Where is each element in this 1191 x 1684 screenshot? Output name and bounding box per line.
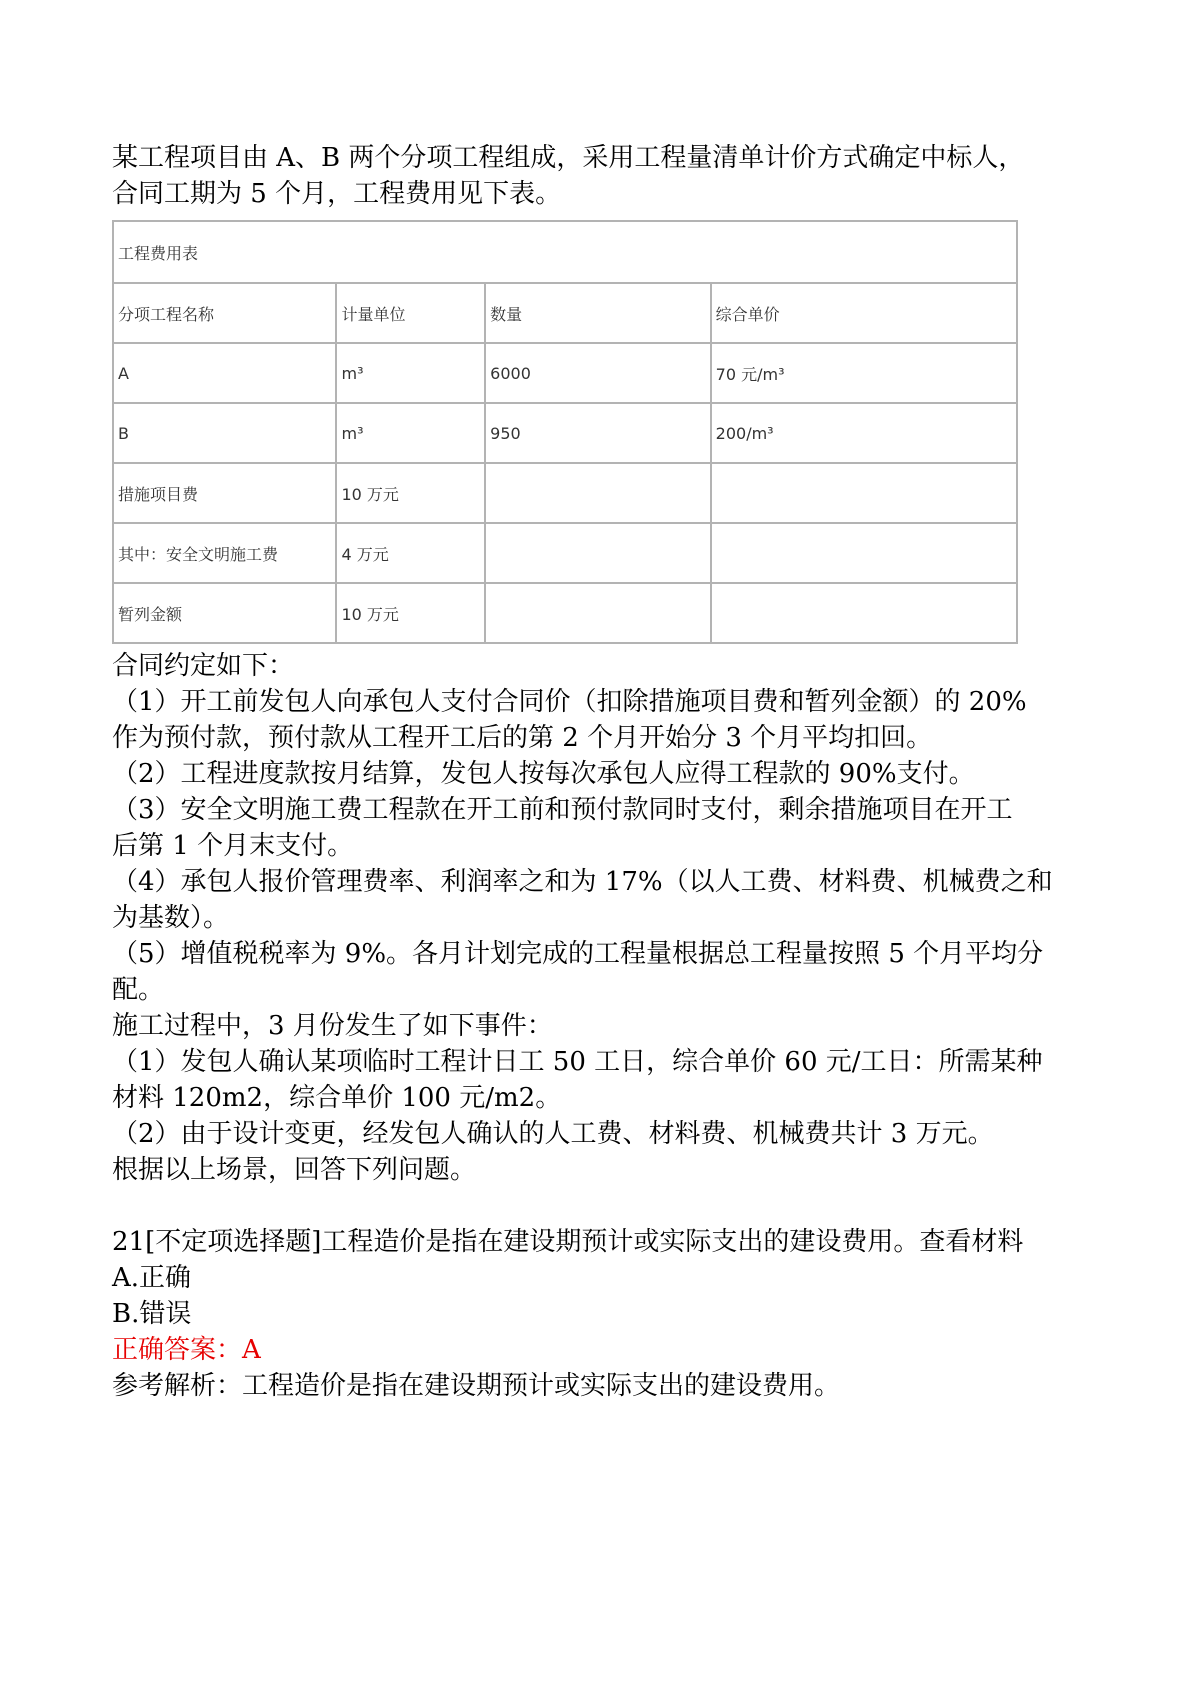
- question-text: 21[不定项选择题]工程造价是指在建设期预计或实际支出的建设费用。查看材料: [112, 1227, 1024, 1257]
- table-header-cell: 计量单位: [336, 283, 485, 343]
- table-cell: 暂列金额: [113, 583, 336, 643]
- option-a: A.正确: [112, 1263, 192, 1293]
- table-cell: 950: [485, 403, 711, 463]
- body-line: 配。: [112, 975, 165, 1005]
- body-line: 后第 1 个月末支付。: [112, 831, 354, 861]
- table-header-cell: 数量: [485, 283, 711, 343]
- body-line: （2）由于设计变更，经发包人确认的人工费、材料费、机械费共计 3 万元。: [112, 1119, 994, 1149]
- table-cell: 70 元/m³: [711, 343, 1017, 403]
- table-title: 工程费用表: [113, 221, 1017, 283]
- table-cell: B: [113, 403, 336, 463]
- table-cell: 200/m³: [711, 403, 1017, 463]
- table-row: [113, 523, 1017, 583]
- table-row: [113, 583, 1017, 643]
- body-line: （1）开工前发包人向承包人支付合同价（扣除措施项目费和暂列金额）的 20%: [112, 687, 1027, 717]
- table-cell: m³: [336, 403, 485, 463]
- spacer: [112, 1188, 1102, 1224]
- table-cell: [711, 463, 1017, 523]
- table-cell: 10 万元: [336, 583, 485, 643]
- table-cell: [485, 523, 711, 583]
- body-line: （3）安全文明施工费工程款在开工前和预付款同时支付，剩余措施项目在开工: [112, 795, 1013, 825]
- table-cell: m³: [336, 343, 485, 403]
- table-header-cell: 分项工程名称: [113, 283, 336, 343]
- cost-table: [112, 220, 1018, 644]
- table-cell: [485, 583, 711, 643]
- answer-analysis: 参考解析：工程造价是指在建设期预计或实际支出的建设费用。: [112, 1371, 841, 1401]
- table-cell: 4 万元: [336, 523, 485, 583]
- body-line: （1）发包人确认某项临时工程计日工 50 工日，综合单价 60 元/工日：所需某种: [112, 1047, 1043, 1077]
- body-line: 施工过程中，3 月份发生了如下事件：: [112, 1011, 553, 1041]
- table-row: [113, 343, 1017, 403]
- table-cell: [711, 583, 1017, 643]
- correct-answer: 正确答案：A: [112, 1335, 261, 1365]
- table-cell: 6000: [485, 343, 711, 403]
- body-line: 为基数）。: [112, 903, 230, 933]
- table-cell: A: [113, 343, 336, 403]
- body-line: 材料 120m2，综合单价 100 元/m2。: [112, 1083, 562, 1113]
- table-cell: [485, 463, 711, 523]
- body-line: （2）工程进度款按月结算，发包人按每次承包人应得工程款的 90%支付。: [112, 759, 975, 789]
- table-header-cell: 综合单价: [711, 283, 1017, 343]
- table-row: [113, 463, 1017, 523]
- body-line: （5）增值税税率为 9%。各月计划完成的工程量根据总工程量按照 5 个月平均分: [112, 939, 1044, 969]
- body-line: 作为预付款，预付款从工程开工后的第 2 个月开始分 3 个月平均扣回。: [112, 723, 933, 753]
- table-cell: 其中：安全文明施工费: [113, 523, 336, 583]
- table-row: [113, 403, 1017, 463]
- table-cell: [711, 523, 1017, 583]
- option-b: B.错误: [112, 1299, 192, 1329]
- question-document: [112, 140, 1102, 1404]
- intro-line-2: 合同工期为 5 个月，工程费用见下表。: [112, 179, 562, 209]
- body-line: 根据以上场景，回答下列问题。: [112, 1155, 477, 1185]
- table-cell: 10 万元: [336, 463, 485, 523]
- table-header-row: [113, 283, 1017, 343]
- body-line: （4）承包人报价管理费率、利润率之和为 17%（以人工费、材料费、机械费之和: [112, 867, 1053, 897]
- body-line: 合同约定如下：: [112, 651, 295, 681]
- table-cell: 措施项目费: [113, 463, 336, 523]
- intro-line-1: 某工程项目由 A、B 两个分项工程组成，采用工程量清单计价方式确定中标人，: [112, 143, 1025, 173]
- table-title-row: [113, 221, 1017, 283]
